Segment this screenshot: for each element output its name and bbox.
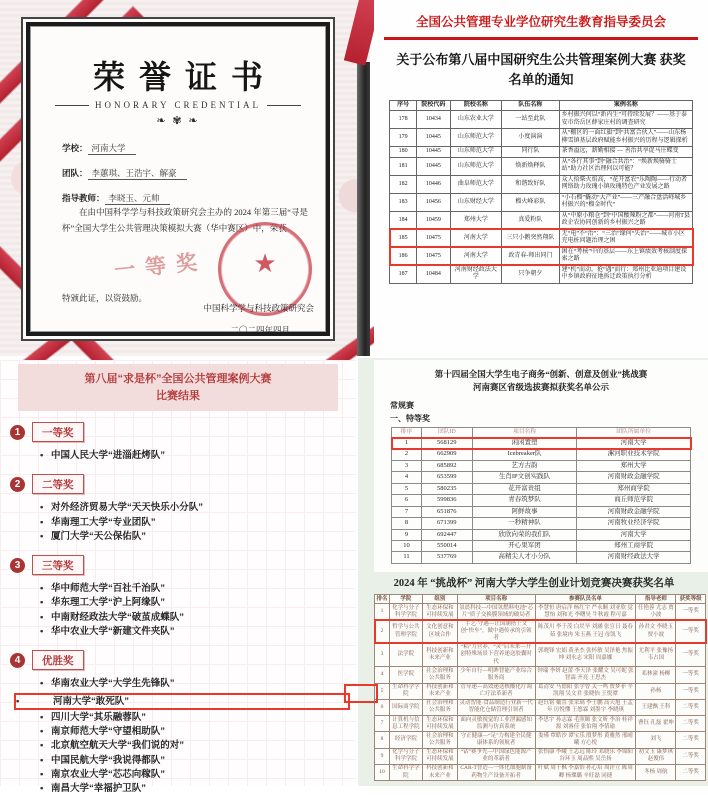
table-cell: 茶香溢远，薪勤相接 — 善治共享促马庄蝶变 — [559, 147, 692, 158]
table-cell: 郭晓锋 宏娟 黄圣杰 张怀敏 吴泽艳 焦振坤 刘永志 宋阳 周嘉娜 — [535, 643, 636, 666]
table-cell: 真爱粉队 — [502, 211, 560, 229]
list-item: • 南昌大学“幸福护卫队” — [40, 782, 356, 796]
table-cell: 陈茂川 李千茂 白昃旱 刘涵 张宣日 聂春茹 张境冉 朱玉燕 王冠 母凯飞 — [535, 620, 636, 643]
table-cell: 山东财经大学 — [450, 193, 502, 211]
table-cell: 671399 — [421, 518, 472, 529]
table-row — [392, 518, 691, 529]
table-cell: 榴火峰彩队 — [502, 193, 560, 211]
divider — [55, 105, 89, 106]
table-cell: 10475 — [417, 229, 450, 247]
award-section-header — [10, 422, 356, 442]
table-cell: 漯河职业技术学院 — [577, 449, 691, 460]
table-cell: 651876 — [421, 506, 472, 517]
column-header: 获奖等级 — [676, 595, 706, 604]
table-cell: 三只小鹅突然翔队 — [502, 229, 560, 247]
table-cell: 5 — [375, 683, 390, 699]
divider — [267, 105, 301, 106]
table-cell: 化学与分子科学学院 — [389, 748, 422, 764]
table-cell: 山东师范大学 — [450, 147, 502, 158]
field-value: 河南大学 — [88, 143, 136, 155]
list-item: • 中南财经政法大学“破茧成蝶队” — [40, 611, 356, 625]
table-cell: 葛清安 马德阳 张学曾 关一鸣 贾梦菲 辛凯翔 吴文君 张晓怡 王悦潭 — [535, 683, 636, 699]
table-cell: 生命科学学院 — [389, 683, 422, 699]
table-cell: 4 — [392, 472, 422, 483]
table-cell: 闲闲置塑 — [472, 438, 577, 449]
table-cell: 叶斌 周千枫 李嘉怡 孙心培 周评立 陈周卿 杨璨璐 辛旺磊 同捷 — [535, 764, 636, 780]
table-cell: 山东农业大学 — [450, 111, 502, 129]
field-label: 团队： — [62, 168, 88, 178]
table-cell: 二等奖 — [676, 699, 706, 715]
certificate-frame — [26, 22, 330, 336]
table-cell: 冬杨 周航 — [636, 764, 676, 780]
table-cell: 182 — [390, 175, 417, 193]
table-cell: 580235 — [421, 483, 472, 494]
table-cell: CAR-T智造—一体化细胞制备药物生产设备开拓者 — [457, 764, 535, 780]
list-item: • 四川大学“其乐融蓉队” — [40, 711, 356, 725]
column-header: 排名 — [375, 595, 390, 604]
stray-red-box — [344, 684, 378, 703]
ecommerce-stage-label: 常规赛 — [390, 400, 414, 410]
column-header: 案例名称 — [559, 100, 692, 111]
table-cell: 685892 — [421, 460, 472, 471]
ecommerce-panel — [374, 360, 708, 572]
table-cell: 8 — [392, 518, 422, 529]
results-title-line1: 第八届“求是杯”全国公共管理案例大赛 — [84, 373, 272, 385]
table-cell: 9 — [392, 529, 422, 540]
table-row — [390, 147, 693, 158]
table-cell: 4 — [375, 667, 390, 683]
table-row — [392, 506, 691, 517]
table-cell: 无“电”不“治”：“三治”缘何“失治”——城市小区充电桩问题治理之困 — [559, 229, 692, 247]
table-cell: 一秒精神队 — [472, 518, 577, 529]
table-cell: 只争朝夕 — [502, 265, 560, 283]
list-item: • 华中农业大学“新建文件夹队” — [40, 625, 356, 639]
table-cell: 社会治理和公共服务 — [422, 667, 457, 683]
table-row — [390, 175, 693, 193]
table-cell: 管导递—高效递送核酸化疗凋亡疗法革新者 — [457, 683, 535, 699]
table-cell: 少年自行—明眸智能产业综合服务商 — [457, 667, 535, 683]
table-cell: “钴”赛争先—中国绿色能源产业的革新者 — [457, 748, 535, 764]
table-cell: 生态环保和可持续发展 — [422, 716, 457, 732]
challenge-table-header — [375, 595, 706, 604]
ecommerce-category-label: 一、特等奖 — [390, 413, 430, 423]
table-cell: 662909 — [421, 449, 472, 460]
table-row — [392, 438, 691, 449]
table-cell: 一等奖 — [676, 643, 706, 666]
table-cell: 10 — [392, 540, 422, 551]
table-cell: 河南大学 — [577, 438, 691, 449]
table-cell: 花开富贵组 — [472, 483, 577, 494]
certificate-field — [62, 167, 187, 179]
table-cell: 山东师范大学 — [450, 129, 502, 147]
table-row — [390, 193, 693, 211]
award-grade-text: 一等奖 — [113, 249, 209, 283]
table-cell: 焕新焕释队 — [502, 157, 560, 175]
table-cell: 文化创意和区域合作 — [422, 620, 457, 643]
table-cell: 社会治理和公共服务 — [422, 699, 457, 715]
table-cell: 乡村振兴何以“新内生”可持续发展？——基于泰安市岱岳区薛家庄村的调查研究 — [559, 111, 692, 129]
results-title-line2: 比赛结果 — [156, 389, 200, 402]
table-cell: 2 — [392, 449, 422, 460]
list-item: • 华中师范大学“百社千治队” — [40, 582, 356, 596]
certificate-subtitle: HONORARY CREDENTIAL — [30, 100, 326, 110]
table-cell: 曲阜师范大学 — [450, 175, 502, 193]
column-header: 序号 — [390, 100, 417, 111]
table-cell: 国际商学院 — [389, 699, 422, 715]
list-item: • 南京农业大学“芯芯向稼队” — [40, 768, 356, 782]
award-number-badge: 2 — [10, 477, 25, 492]
table-cell: 河南财经政法大学 — [450, 265, 502, 283]
table-cell: 7 — [375, 716, 390, 732]
table-cell: 178 — [390, 111, 417, 129]
award-winner-list — [0, 582, 356, 639]
list-item: • 南京师范大学“守望相助队” — [40, 725, 356, 739]
table-row — [375, 699, 706, 715]
table-cell: 11 — [392, 552, 422, 563]
table-cell: 众人拾柴火焰高，“花开富农”乐陶陶——行动者网络助力玫瑰小镇玫瑰特色产业发展之路 — [559, 175, 692, 193]
flourish-ornament-icon: ❧ ✾ ❧ — [156, 115, 200, 127]
table-cell: 娄瑾 覃皓沙 谭宝乐 殷梦彤 黄雅然 邢晴曦 方心悦 — [535, 732, 636, 748]
table-cell: 开心果军团 — [472, 540, 577, 551]
photo-edge-strip — [357, 62, 370, 356]
notice-table — [389, 100, 693, 284]
table-cell: 1 — [375, 604, 390, 620]
table-cell: 一等奖 — [676, 683, 706, 699]
table-cell: 邓林潼 杨柳 — [636, 667, 676, 683]
table-cell: 184 — [390, 211, 417, 229]
table-cell: 张怡康 李曦 王志远 陈玲 邓晓乐 李锦阳 谷环玉 周品熙 吴岳扬 — [535, 748, 636, 764]
table-cell: 从“中原小粮仓”到“中国酸辣粉之都”——河南T县政企农协同创新的乡村振兴之路 — [559, 211, 692, 229]
notice-title: 关于公布第八届中国研究生公共管理案例大赛 获奖名单的通知 — [396, 51, 686, 87]
table-cell: 河南牧业经济学院 — [577, 518, 691, 529]
table-cell: 计算机与信息工程学院 — [389, 716, 422, 732]
table-cell: 653599 — [421, 472, 472, 483]
table-cell: 187 — [390, 265, 417, 283]
table-cell: “粘”力营养，“灵”启未来—开创特殊场景下营养递送胶囊时代 — [457, 643, 535, 666]
table-cell: 550014 — [421, 540, 472, 551]
award-section-header — [10, 555, 356, 575]
table-cell: 河南大学 — [450, 229, 502, 247]
table-cell: 孙杨 — [636, 683, 676, 699]
award-winner-list — [0, 449, 356, 463]
table-cell: 从“各行其事”到“融合共治”：“焕新焕骑骑士站”助力社区治理何以可能？ — [559, 157, 692, 175]
table-cell: 生态环保和可持续发展 — [422, 748, 457, 764]
results-banner — [18, 364, 338, 411]
field-value: 李蕙琪、王浩宇、解豪 — [88, 168, 187, 180]
table-cell: 9 — [375, 748, 390, 764]
column-header: 组别 — [422, 595, 457, 604]
table-cell: 郑州工商学院 — [577, 540, 691, 551]
table-row — [392, 483, 691, 494]
column-header: 团队ID — [421, 427, 472, 438]
table-row — [392, 472, 691, 483]
table-cell: 科技创新和未来产业 — [422, 683, 457, 699]
field-label: 学校： — [62, 143, 88, 153]
table-cell: 10434 — [417, 111, 450, 129]
table-cell: 179 — [390, 129, 417, 147]
table-cell: 小度演演 — [502, 129, 560, 147]
table-cell: 181 — [390, 157, 417, 175]
challenge-title: 2024 年 “挑战杯” 河南大学大学生创业计划竞赛决赛获奖名单 — [393, 578, 675, 589]
table-row — [375, 620, 706, 643]
table-row — [375, 748, 706, 764]
table-row — [390, 111, 693, 129]
table-cell: 灵动智能·食品制造行业新一代智能化仓储管理引领者 — [457, 699, 535, 715]
table-cell: 高精尖人才小分队 — [472, 552, 577, 563]
table-cell: 2 — [375, 620, 390, 643]
table-cell: 10484 — [417, 265, 450, 283]
award-section — [0, 650, 356, 796]
table-row — [392, 552, 691, 563]
table-row — [375, 667, 706, 683]
table-row — [390, 211, 693, 229]
table-cell: 阿鲜故事 — [472, 506, 577, 517]
table-cell: 生命科学学院 — [389, 764, 422, 780]
table-cell: 和谐致好队 — [502, 175, 560, 193]
table-cell: 568129 — [421, 438, 472, 449]
table-cell: 欣欣向荣的我们队 — [472, 529, 577, 540]
table-cell: 10445 — [417, 129, 450, 147]
table-cell: 10 — [375, 764, 390, 780]
table-cell: 1 — [392, 438, 422, 449]
ecommerce-table-body — [392, 438, 691, 564]
table-cell: 法学院 — [389, 643, 422, 666]
table-cell: 守正健康—“足”力构建全民健康体系的领航者 — [457, 732, 535, 748]
ecommerce-table — [391, 427, 691, 564]
table-cell: 曹钰 孔磊 翟坤 — [636, 716, 676, 732]
award-grade-label: 三等奖 — [32, 555, 84, 575]
column-header: 项目名称 — [457, 595, 535, 604]
list-item: • 中国人民大学“进淄赶烤队” — [40, 449, 356, 463]
certificate-title: 荣誉证书 — [92, 59, 277, 95]
table-cell: 政青春-师出同门 — [502, 247, 560, 265]
table-row — [390, 229, 693, 247]
table-cell: 化学与分子科学学院 — [389, 604, 422, 620]
list-item: • 对外经济贸易大学“天天快乐小分队” — [40, 501, 356, 515]
challenge-table — [374, 594, 706, 781]
table-cell: 同行队 — [502, 147, 560, 158]
column-header: 参赛队员名单 — [535, 595, 636, 604]
table-cell: 商丘师范学院 — [577, 495, 691, 506]
table-cell: 李慧恒 唐启洋 杨红宇 严永顺 刘亚欣 觉慧怡 刘和光 李曙昊 牛秋霞 程可嘉 — [535, 604, 636, 620]
list-item: • 华南农业大学“大学生先锋队” — [40, 677, 356, 691]
table-cell: 哲学与公共管理学院 — [389, 620, 422, 643]
table-row — [375, 604, 706, 620]
results-panel — [0, 360, 356, 795]
table-cell: 河南大学 — [577, 529, 691, 540]
table-cell: 郑州商学院 — [577, 483, 691, 494]
certificate-panel — [0, 0, 370, 356]
table-cell: 6 — [392, 495, 422, 506]
table-cell: 科技创新和未来产业 — [422, 643, 457, 666]
table-cell: 山东师范大学 — [450, 157, 502, 175]
table-cell: 一等奖 — [676, 667, 706, 683]
results-sections — [0, 422, 356, 796]
table-row — [390, 247, 693, 265]
table-cell: 185 — [390, 229, 417, 247]
table-cell: 孙君文 李晓玉 贾小波 — [636, 620, 676, 643]
column-header: 项目名称 — [472, 427, 577, 438]
table-cell: 青春筑梦队 — [472, 495, 577, 506]
table-cell: 二等奖 — [676, 732, 706, 748]
table-cell: 10459 — [417, 211, 450, 229]
award-number-badge: 3 — [10, 558, 25, 573]
red-rule-divider — [384, 37, 698, 40]
table-cell: “小石榴”撬动“大产业”——三产融合盘活峄城乡村振兴的“榴金时代” — [559, 193, 692, 211]
table-cell: 郑州大学 — [450, 211, 502, 229]
notice-panel — [374, 0, 708, 356]
column-header: 排序 — [392, 427, 422, 438]
certificate-note: 特颁此证，以资鼓励。 — [62, 293, 148, 303]
star-icon: ★ — [253, 249, 277, 278]
certificate-issuer: 中国科学学与科技政策研究会 — [203, 303, 314, 313]
table-cell: 180 — [390, 147, 417, 158]
table-row — [375, 764, 706, 780]
award-section-header — [10, 650, 356, 670]
field-value: 李晓玉、元帅 — [105, 193, 170, 205]
table-cell: 一等奖 — [676, 604, 706, 620]
table-cell: 8 — [375, 732, 390, 748]
award-section — [0, 474, 356, 544]
field-label: 指导教师： — [62, 193, 105, 203]
table-cell: 经济学院 — [389, 732, 422, 748]
table-cell: 郑州大学 — [577, 460, 691, 471]
table-cell: 钟瑞 李妍 赵蕾 李天泽 张耀文 吴可妮 张智霖 齐亮 王思杰 — [535, 667, 636, 683]
table-row — [390, 129, 693, 147]
notice-table-header — [390, 100, 693, 111]
award-section-header — [10, 474, 356, 494]
table-cell: 599836 — [421, 495, 472, 506]
table-cell: 6 — [375, 699, 390, 715]
table-row — [392, 540, 691, 551]
award-section — [0, 422, 356, 463]
certificate-field — [62, 192, 187, 204]
table-row — [392, 460, 691, 471]
column-header: 院校名称 — [450, 100, 502, 111]
table-cell: 二等奖 — [676, 748, 706, 764]
list-item: • 河南大学“敢死队” — [14, 693, 350, 710]
table-cell: 困在“考核”中的基层——东上镇绩效考核制度探索之路 — [559, 247, 692, 265]
column-header: 指导老师 — [636, 595, 676, 604]
table-cell: 艺方古韵 — [472, 460, 577, 471]
table-cell: 赵钰铭 戴萱 张采璃 李士鹏 高天旭 王孟年 厉悦懂 王悠霖 刘墨宇 李晓琪 — [535, 699, 636, 715]
table-cell: 生肖IP文创实践队 — [472, 472, 577, 483]
table-row — [375, 683, 706, 699]
award-winner-list — [0, 501, 356, 544]
table-cell: 183 — [390, 193, 417, 211]
ecommerce-title: 第十四届全国大学生电子商务“创新、创意及创业”挑战赛 河南赛区省级选拔赛拟获奖名单公示 — [434, 369, 648, 392]
table-cell: 氢晨科技—中国氢燃料电池“芯片”质子交换膜领域的破局者 — [457, 604, 535, 620]
table-cell: 初文玉 康梦琪 赵俊伟 — [636, 748, 676, 764]
table-cell: 10445 — [417, 147, 450, 158]
table-cell: 186 — [390, 247, 417, 265]
table-cell: 面向灵敏视觉的工业泄漏感知监测与仿真系统 — [457, 716, 535, 732]
table-cell: 二等奖 — [676, 764, 706, 780]
table-cell: 王建飘 王科 — [636, 699, 676, 715]
table-cell: 河南大学 — [450, 247, 502, 265]
award-grade-label: 一等奖 — [32, 422, 84, 442]
challenge-table-body — [375, 604, 706, 781]
table-cell: Icebreaker队 — [472, 449, 577, 460]
table-row — [390, 157, 693, 175]
table-cell: 尤利平 张豫扬 韦占国 — [636, 643, 676, 666]
challenge-panel — [360, 572, 708, 786]
table-cell: 二等奖 — [676, 716, 706, 732]
list-item: • 华南理工大学“专业团队” — [40, 516, 356, 530]
notice-org-title: 全国公共管理专业学位研究生教育指导委员会 — [415, 15, 666, 29]
table-cell: 河南财经政法大学 — [577, 552, 691, 563]
table-cell: 从“棚区的一面红旗”到“共富合伙人”——山东杨柳雪镇基层政府赋能乡村振兴的历程与逻辑探析 — [559, 129, 692, 147]
ecommerce-table-header — [392, 427, 691, 438]
table-row — [390, 265, 693, 283]
list-item: • 北京航空航天大学“我们说的对” — [40, 739, 356, 753]
notice-table-body — [390, 111, 693, 284]
certificate-field — [62, 142, 187, 154]
table-cell: 537769 — [421, 552, 472, 563]
table-cell: 科技创新和未来产业 — [422, 764, 457, 780]
table-cell: 医学院 — [389, 667, 422, 683]
table-row — [375, 732, 706, 748]
award-grade-label: 二等奖 — [32, 474, 84, 494]
table-cell: 10446 — [417, 175, 450, 193]
table-cell: 李思宇 孙志霖 毛照颐 张文昕 李治 桂祥源 刘睿佳 张伯翔 李倩瑜 — [535, 716, 636, 732]
table-cell: 10475 — [417, 247, 450, 265]
table-cell: 一等奖 — [676, 620, 706, 643]
award-section — [0, 555, 356, 639]
table-cell: 692447 — [421, 529, 472, 540]
table-row — [375, 716, 706, 732]
award-grade-label: 优胜奖 — [32, 650, 84, 670]
award-number-badge: 1 — [10, 425, 25, 440]
table-cell: 建“机”而动，抢“遇”而行：郑州比亚迪项目建设中乡镇政府征地拆迁政策执行分析 — [559, 265, 692, 283]
column-header: 队伍名称 — [502, 100, 560, 111]
table-cell: 手艺·守遇—让国潮搭上文创“快车”，做中遇传承的引领者 — [457, 620, 535, 643]
table-row — [375, 643, 706, 666]
table-cell: 10445 — [417, 157, 450, 175]
list-item: • 厦门大学“天公保佑队” — [40, 530, 356, 544]
table-row — [392, 449, 691, 460]
column-header: 团队所属单位 — [577, 427, 691, 438]
table-row — [392, 495, 691, 506]
table-cell: 河南财政金融学院 — [577, 506, 691, 517]
table-cell: 3 — [392, 460, 422, 471]
certificate-date: 二〇二四年四月 — [230, 325, 290, 335]
table-cell: 3 — [375, 643, 390, 666]
table-cell: 河南财政金融学院 — [577, 472, 691, 483]
list-item: • 华东理工大学“沪上阿缘队” — [40, 596, 356, 610]
table-cell: 刘飞 — [636, 732, 676, 748]
table-cell: 7 — [392, 506, 422, 517]
table-cell: 生态环保和可持续发展 — [422, 604, 457, 620]
award-number-badge: 4 — [10, 653, 25, 668]
table-cell: 社会治理和公共服务 — [422, 732, 457, 748]
table-cell: 一站至此队 — [502, 111, 560, 129]
column-header: 学院 — [389, 595, 422, 604]
table-cell: 5 — [392, 483, 422, 494]
table-cell: 任艳蓉 尤志 贾小波 — [636, 604, 676, 620]
list-item: • 中国民航大学“我说得都队” — [40, 754, 356, 768]
certificate-body-text: 在由中国科学学与科技政策研究会主办的 2024 年第三届“寻是杯”全国大学生公共管理决策模拟大赛（华中赛区）中，荣获 — [62, 207, 309, 234]
award-winner-list — [0, 677, 356, 796]
column-header: 院校代码 — [417, 100, 450, 111]
table-row — [392, 529, 691, 540]
table-cell: 10456 — [417, 193, 450, 211]
